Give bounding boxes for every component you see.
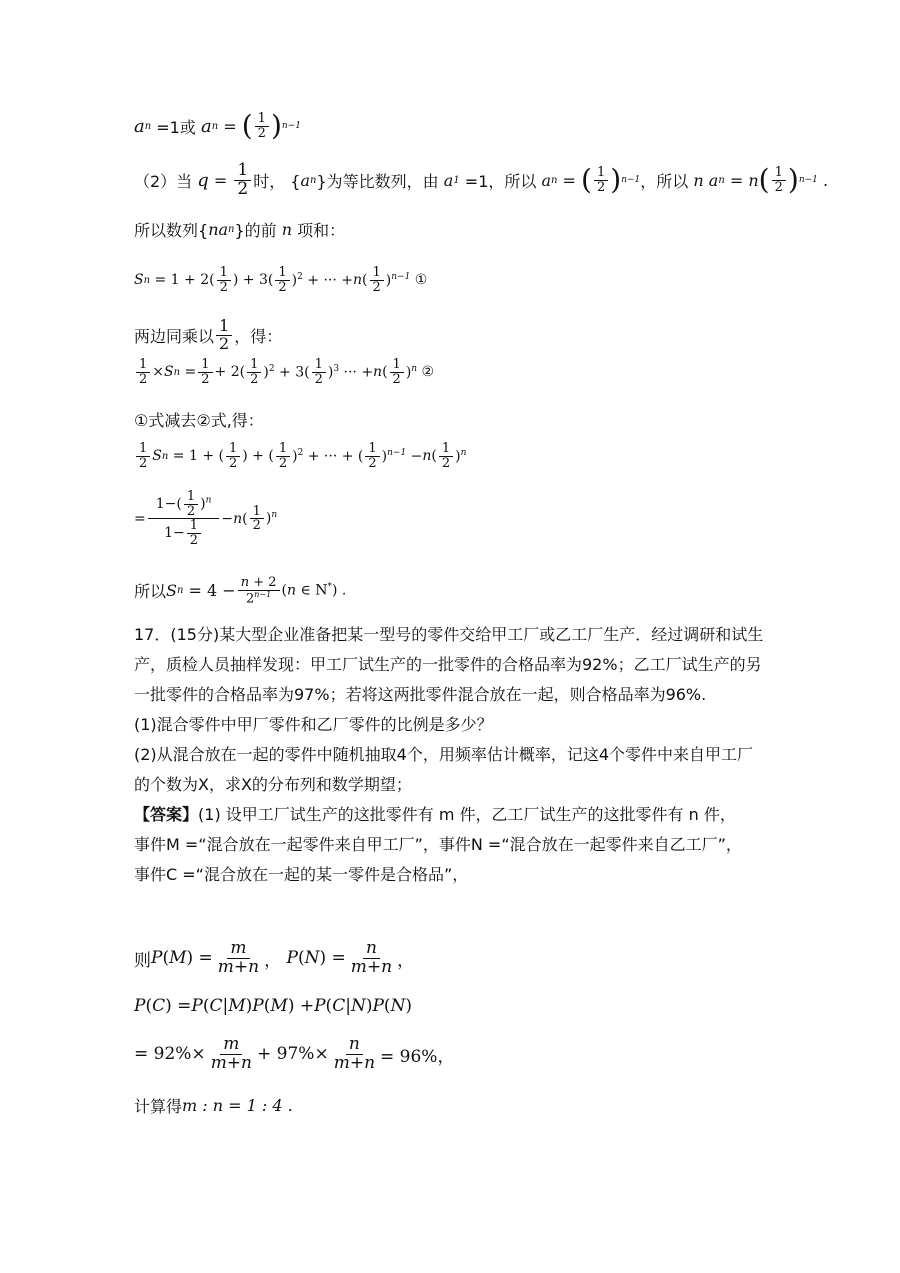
problem-17-line1: 17．(15分)某大型企业准备把某一型号的零件交给甲工厂或乙工厂生产．经过调研和试生 [134,625,764,644]
prob-mn-line: 则 P ( M ) = $\frac{m}{m+n}$ ， P ( N ) = $\frac{n}{m+n}$ ， [134,938,415,977]
percent-line: = 92%× $\frac{m}{m+n}$ + 97%× $\frac{n}{m+n}$ = 96%， [134,1034,455,1073]
equation-1: S n = 1 + 2( $\frac{1}{2}$ ) + 3( $\frac{1}{2}$ )$^2$ + ··· + n ( $\frac{1}{2}$ )$^{n-1}$ ① [134,265,428,295]
problem-17-q1: (1)混合零件中甲厂零件和乙厂零件的比例是多少？ [134,715,493,734]
answer-event-m: 事件M =“混合放在一起零件来自甲工厂”，事件N =“混合放在一起零件来自乙工厂”， [134,835,742,854]
sum-intro-line: 所以数列{ na n }的前 n 项和： [134,220,346,240]
problem-17-q2a: (2)从混合放在一起的零件中随机抽取4个，用频率估计概率，记这4个零件中来自甲工厂 [134,745,754,764]
equation-2: $\frac{1}{2}$ × S n = $\frac{1}{2}$ + 2( $\frac{1}{2}$ )$^2$ + 3( $\frac{1}{2}$ )$^3$ ··· + n ( $\frac{1}{2}$ )$^n$ ② [134,358,434,386]
result-line: 所以 S n = 4 − $\frac{n + 2}{2^{n-1}}$ (n ∈ N*) . [134,575,347,606]
answer-event-c: 事件C =“混合放在一起的某一零件是合格品”， [134,865,469,884]
subtract-line: ①式减去②式,得： [134,411,264,430]
problem-17 [134,620,774,890]
equation-3: $\frac{1}{2}$ S n = 1 + ( $\frac{1}{2}$ ) + ( $\frac{1}{2}$ )$^2$ + ··· + ( $\frac{1}{2}$ )$^{n-1}$ − n ( $\frac{1}{2}$ )$^n$ [134,442,466,470]
equation-4: = 1−( $\frac{1}{2}$ )$^n$ 1− $\frac{1}{2}$ − n ( $\frac{1}{2}$ )$^n$ [134,489,278,548]
problem-17-line3: 一批零件的合格品率为97%；若将这两批零件混合放在一起，则合格品率为96%. [134,685,707,704]
answer-line1: 【答案】(1) 设甲工厂试生产的这批零件有 m 件，乙工厂试生产的这批零件有 n 件， [134,805,736,824]
compute-line: 计算得 m : n = 1 : 4 . [134,1096,293,1116]
formula-an-result: a n =1或 a n = ( $\frac{1}{2}$ ) n−1 [134,109,301,143]
multiply-line: 两边同乘以 $\frac{1}{2}$ ，得： [134,316,283,353]
total-prob-line: P ( C ) = P ( C | M ) P ( M ) + P ( C | N ) P ( N ) [134,996,413,1016]
part2-line: （2）当 q = $\frac{1}{2}$ 时， { a n }为等比数列，由 a 1 =1，所以 a n = ( $\frac{1}{2}$ ) n−1 ，所以 n a n = n ( $\frac{1}{2}$ ) n−1 . [134,160,829,199]
problem-17-line2: 产，质检人员抽样发现：甲工厂试生产的一批零件的合格品率为92%；乙工厂试生产的另 [134,655,762,674]
problem-17-q2b: 的个数为X，求X的分布列和数学期望； [134,775,412,794]
